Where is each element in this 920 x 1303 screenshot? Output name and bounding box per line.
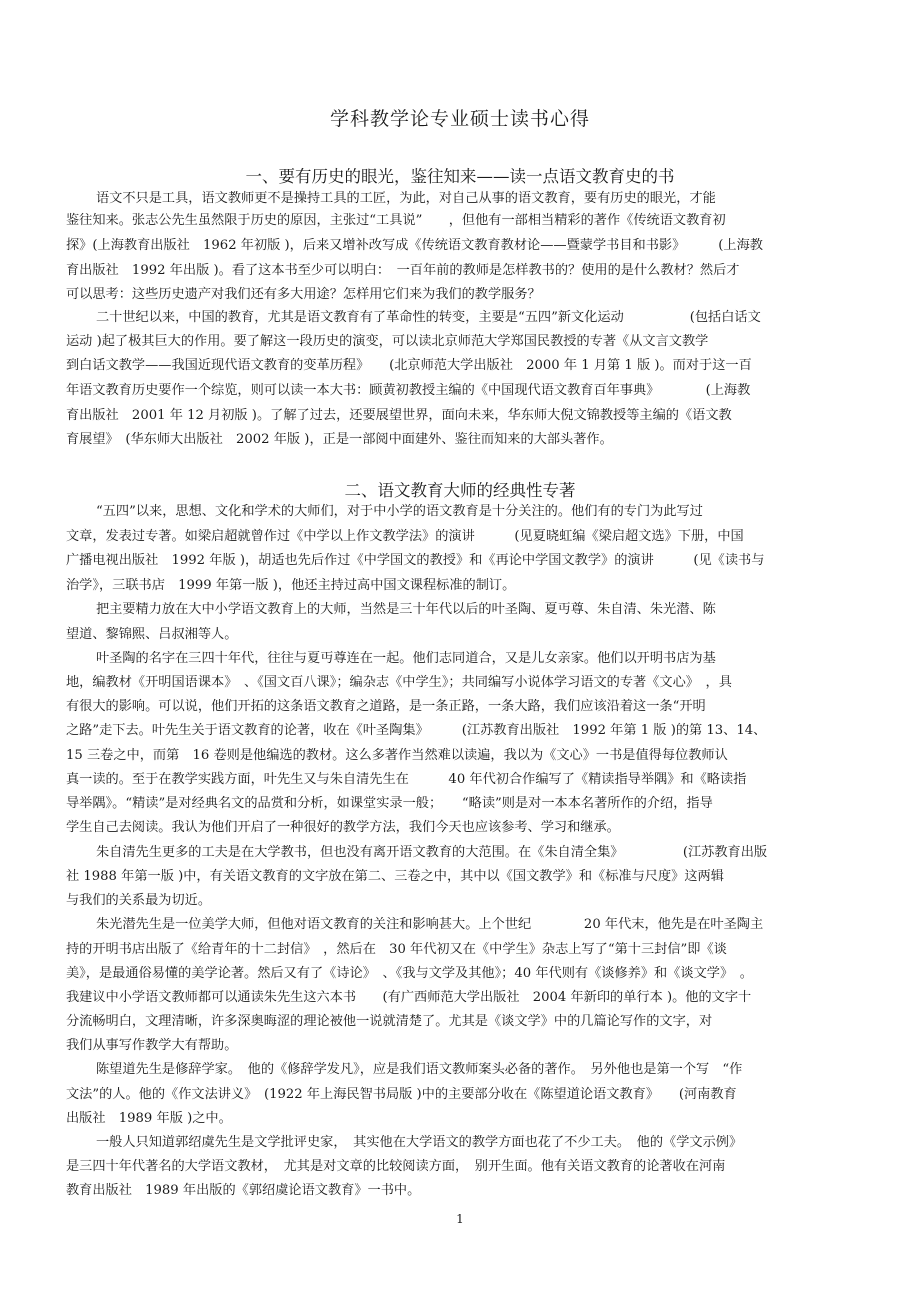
text-line: 文法”的人。他的《作文法讲义》 (1922 年上海民智书局版 )中的主要部分收在《陈望道论语文教育》 (河南教育 [66, 1087, 737, 1102]
text-line: 朱自清先生更多的工夫是在大学教书，但也没有离开语文教育的大范围。在《朱自清全集》 (江苏教育出版 [96, 845, 768, 860]
text-line: 导举隅》。“精读”是对经典名文的品赏和分析，如课堂实录一般； “略读”则是对一本本名著所作的介绍，指导 [66, 796, 713, 811]
text-line: 我建议中小学语文教师都可以通读朱先生这六本书 (有广西师范大学出版社 2004 年新印的单行本 )。他的文字十 [66, 990, 752, 1005]
text-line: 二十世纪以来，中国的教育，尤其是语文教育有了革命性的转变，主要是“五四”新文化运动 (包括白话文 [96, 310, 761, 325]
text-line: 把主要精力放在大中小学语文教育上的大师，当然是三十年代以后的叶圣陶、夏丏尊、朱自清、朱光潜、陈 [96, 602, 716, 617]
text-line: 年语文教育历史要作一个综览，则可以读一本大书：顾黄初教授主编的《中国现代语文教育百年事典》 (上海教 [66, 383, 751, 398]
text-line: 社 1988 年第一版 )中，有关语文教育的文字放在第二、三卷之中，其中以《国文教学》和《标准与尺度》这两辑 [66, 869, 724, 884]
text-line: 之路”走下去。叶先生关于语文教育的论著，收在《叶圣陶集》 (江苏教育出版社 1992 年第 1 版 )的第 13、14、 [66, 723, 767, 738]
text-line: 叶圣陶的名字在三四十年代，往往与夏丏尊连在一起。他们志同道合，又是儿女亲家。他们以开明书店为基 [96, 651, 716, 666]
text-line: 与我们的关系最为切近。 [66, 893, 212, 908]
text-line: 到白话文教学——我国近现代语文教育的变革历程》 (北京师范大学出版社 2000 年 1 月第 1 版 )。而对于这一百 [66, 358, 752, 373]
text-line: 育展望》 (华东师大出版社 2002 年版 )，正是一部阅中面建外、鉴往而知来的大部头著作。 [66, 432, 613, 447]
text-line: 文章，发表过专著。如梁启超就曾作过《中学以上作文教学法》的演讲 (见夏晓虹编《梁启超文选》下册，中国 [66, 529, 744, 544]
text-line: 探》(上海教育出版社 1962 年初版 )，后来又增补改写成《传统语文教育教材论——暨蒙学书目和书影》 (上海教 [66, 238, 763, 253]
text-line: “五四”以来，思想、文化和学术的大师们，对于中小学的语文教育是十分关注的。他们有的专门为此写过 [96, 504, 703, 519]
text-line: 朱光潜先生是一位美学大师，但他对语文教育的关注和影响甚大。上个世纪 20 年代末，他先是在叶圣陶主 [96, 917, 764, 932]
page-number: 1 [456, 1212, 464, 1226]
text-line: 育出版社 2001 年 12 月初版 )。了解了过去，还要展望世界，面向未来，华东师大倪文锦教授等主编的《语文教 [66, 408, 732, 423]
text-line: 可以思考：这些历史遗产对我们还有多大用途？怎样用它们来为我们的教学服务？ [66, 287, 541, 302]
text-line: 陈望道先生是修辞学家。 他的《修辞学发凡》，应是我们语文教师案头必备的著作。 另外他也是第一个写 “作 [96, 1062, 743, 1077]
section-heading-2: 二、语文教育大师的经典性专著 [344, 481, 576, 500]
text-line: 一般人只知道郭绍虞先生是文学批评史家， 其实他在大学语文的教学方面也花了不少工夫。 他的《学文示例》 [96, 1135, 743, 1150]
document-title: 学科教学论专业硕士读书心得 [329, 108, 590, 130]
text-line: 语文不只是工具，语文教师更不是操持工具的工匠，为此，对自己从事的语文教育，要有历史的眼光，才能 [96, 191, 716, 206]
text-line: 望道、黎锦熙、吕叔湘等人。 [66, 627, 238, 642]
text-line: 运动 )起了极其巨大的作用。要了解这一段历史的演变，可以读北京师范大学郑国民教授的专著《从文言文教学 [66, 334, 709, 349]
text-line: 15 三卷之中，而第 16 卷则是他编选的教材。这么多著作当然难以读遍，我以为《文心》一书是值得每位教师认 [66, 748, 728, 763]
text-line: 地，编教材《开明国语课本》 、《国文百八课》；编杂志《中学生》；共同编写小说体学习语文的专著《文心》 ，具 [66, 675, 732, 690]
text-line: 鉴往知来。张志公先生虽然限于历史的原因，主张过“工具说” ，但他有一部相当精彩的著作《传统语文教育初 [66, 213, 726, 228]
text-line: 有很大的影响。可以说，他们开拓的这条语文教育之道路，是一条正路，一条大路，我们应该沿着这一条“开明 [66, 699, 706, 714]
text-line: 育出版社 1992 年出版 )。看了这本书至少可以明白： 一百年前的教师是怎样教书的？使用的是什么教材？然后才 [66, 263, 740, 278]
text-line: 是三四十年代著名的大学语文教材， 尤其是对文章的比较阅读方面， 别开生面。他有关语文教育的论著收在河南 [66, 1159, 726, 1174]
text-line: 教育出版社 1989 年出版的《郭绍虞论语文教育》一书中。 [66, 1183, 421, 1198]
text-line: 出版社 1989 年版 )之中。 [66, 1111, 232, 1126]
section-heading-1: 一、要有历史的眼光，鉴往知来——读一点语文教育史的书 [245, 167, 675, 186]
text-line: 治学》，三联书店 1999 年第一版 )，他还主持过高中国文课程标准的制订。 [66, 578, 516, 593]
text-line: 持的开明书店出版了《给青年的十二封信》 ，然后在 30 年代初又在《中学生》杂志上写了“第十三封信”即《谈 [66, 942, 727, 957]
text-line: 美》，是最通俗易懂的美学论著。然后又有了《诗论》 、《我与文学及其他》；40 年代则有《谈修养》和《谈文学》 。 [66, 966, 753, 981]
text-line: 广播电视出版社 1992 年版 )，胡适也先后作过《中学国文的教授》和《再论中学国文教学》的演讲 (见《读书与 [66, 553, 765, 568]
text-line: 分流畅明白，文理清晰，许多深奥晦涩的理论被他一说就清楚了。尤其是《谈文学》中的几篇论写作的文字，对 [66, 1014, 713, 1029]
text-line: 学生自己去阅读。我认为他们开启了一种很好的教学方法，我们今天也应该参考、学习和继承。 [66, 820, 620, 835]
text-line: 我们从事写作教学大有帮助。 [66, 1038, 238, 1053]
text-line: 真一读的。至于在教学实践方面，叶先生又与朱自清先生在 40 年代初合作编写了《精读指导举隅》和《略读指 [66, 772, 747, 787]
